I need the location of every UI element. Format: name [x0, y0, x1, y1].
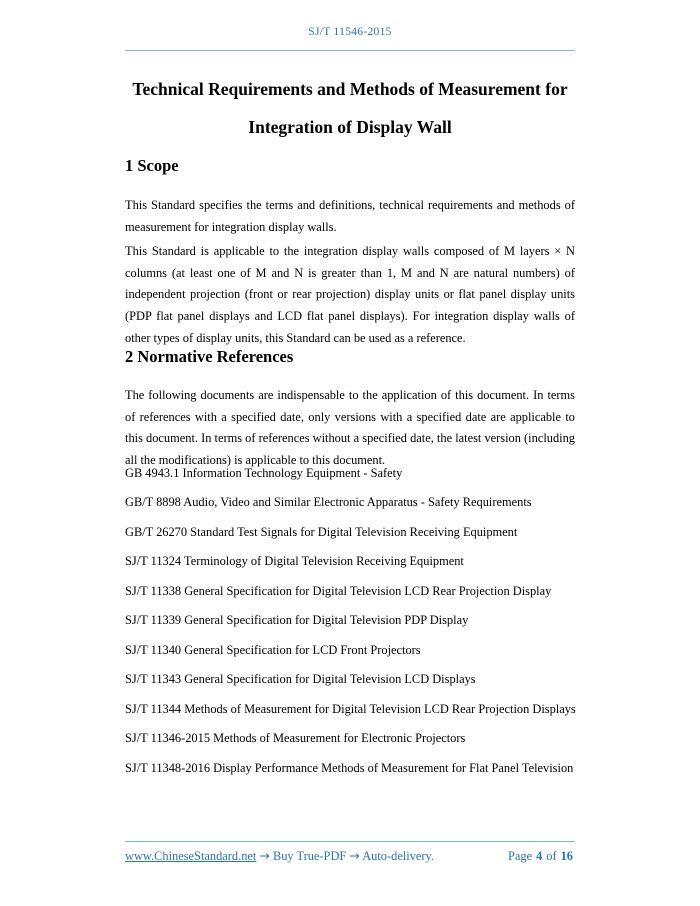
header-divider: [125, 50, 575, 51]
section-heading-scope: 1 Scope: [125, 156, 179, 175]
reference-item: SJ/T 11343 General Specification for Digital Television LCD Displays: [125, 672, 476, 687]
of-word: of: [546, 849, 557, 863]
arrow-right-icon: →: [259, 848, 270, 863]
website-link[interactable]: www.ChineseStandard.net: [125, 849, 257, 863]
reference-item: SJ/T 11324 Terminology of Digital Television Receiving Equipment: [125, 554, 464, 569]
footer-divider: [125, 841, 575, 842]
page-indicator: [506, 849, 575, 864]
document-title: [90, 70, 610, 146]
reference-item: SJ/T 11340 General Specification for LCD Front Projectors: [125, 642, 421, 657]
reference-list: [125, 466, 595, 790]
reference-item: GB/T 26270 Standard Test Signals for Digital Television Receiving Equipment: [125, 524, 518, 539]
title-line-2: Integration of Display Wall: [248, 117, 452, 137]
scope-paragraph-1: This Standard specifies the terms and definitions, technical requirements and methods of measurement for integration display walls.: [125, 198, 575, 234]
arrow-right-icon: →: [349, 848, 360, 863]
title-line-1: Technical Requirements and Methods of Measurement for: [132, 79, 568, 99]
reference-item: SJ/T 11344 Methods of Measurement for Digital Television LCD Rear Projection Displays: [125, 701, 576, 716]
doc-number: SJ/T 11546-2015: [308, 26, 392, 38]
page-number: 4: [536, 849, 543, 863]
reference-item: SJ/T 11348-2016 Display Performance Methods of Measurement for Flat Panel Television: [125, 760, 574, 775]
normative-intro-paragraph: The following documents are indispensable to the application of this document. In terms of references with a specified date, only versions with a specified date are applicable to this document. In terms of references without a specified date, the latest version (including all the modifications) is applicable to this document.: [125, 388, 575, 468]
footer-buy-text: Buy True-PDF: [272, 849, 347, 863]
scope-paragraph-2: This Standard is applicable to the integration display walls composed of M layers × N columns (at least one of M and N is greater than 1, M and N are natural numbers) of independent projection (front or rear projection) display units or flat panel display units (PDP flat panel displays and LCD flat panel displays). For integration display walls of other types of display units, this Standard can be used as a reference.: [125, 244, 575, 345]
reference-item: SJ/T 11346-2015 Methods of Measurement for Electronic Projectors: [125, 731, 466, 746]
reference-item: GB/T 8898 Audio, Video and Similar Electronic Apparatus - Safety Requirements: [125, 495, 532, 510]
page-word: Page: [507, 849, 533, 863]
footer-delivery-text: Auto-delivery.: [362, 849, 435, 863]
footer-promo: [125, 848, 434, 864]
reference-item: SJ/T 11338 General Specification for Digital Television LCD Rear Projection Display: [125, 583, 552, 598]
reference-item: SJ/T 11339 General Specification for Digital Television PDP Display: [125, 613, 469, 628]
page-footer: [125, 848, 575, 864]
page-header: [0, 26, 700, 38]
reference-item: GB 4943.1 Information Technology Equipment - Safety: [125, 466, 403, 480]
total-pages: 16: [560, 849, 573, 863]
section-heading-normative-references: 2 Normative References: [125, 347, 294, 366]
